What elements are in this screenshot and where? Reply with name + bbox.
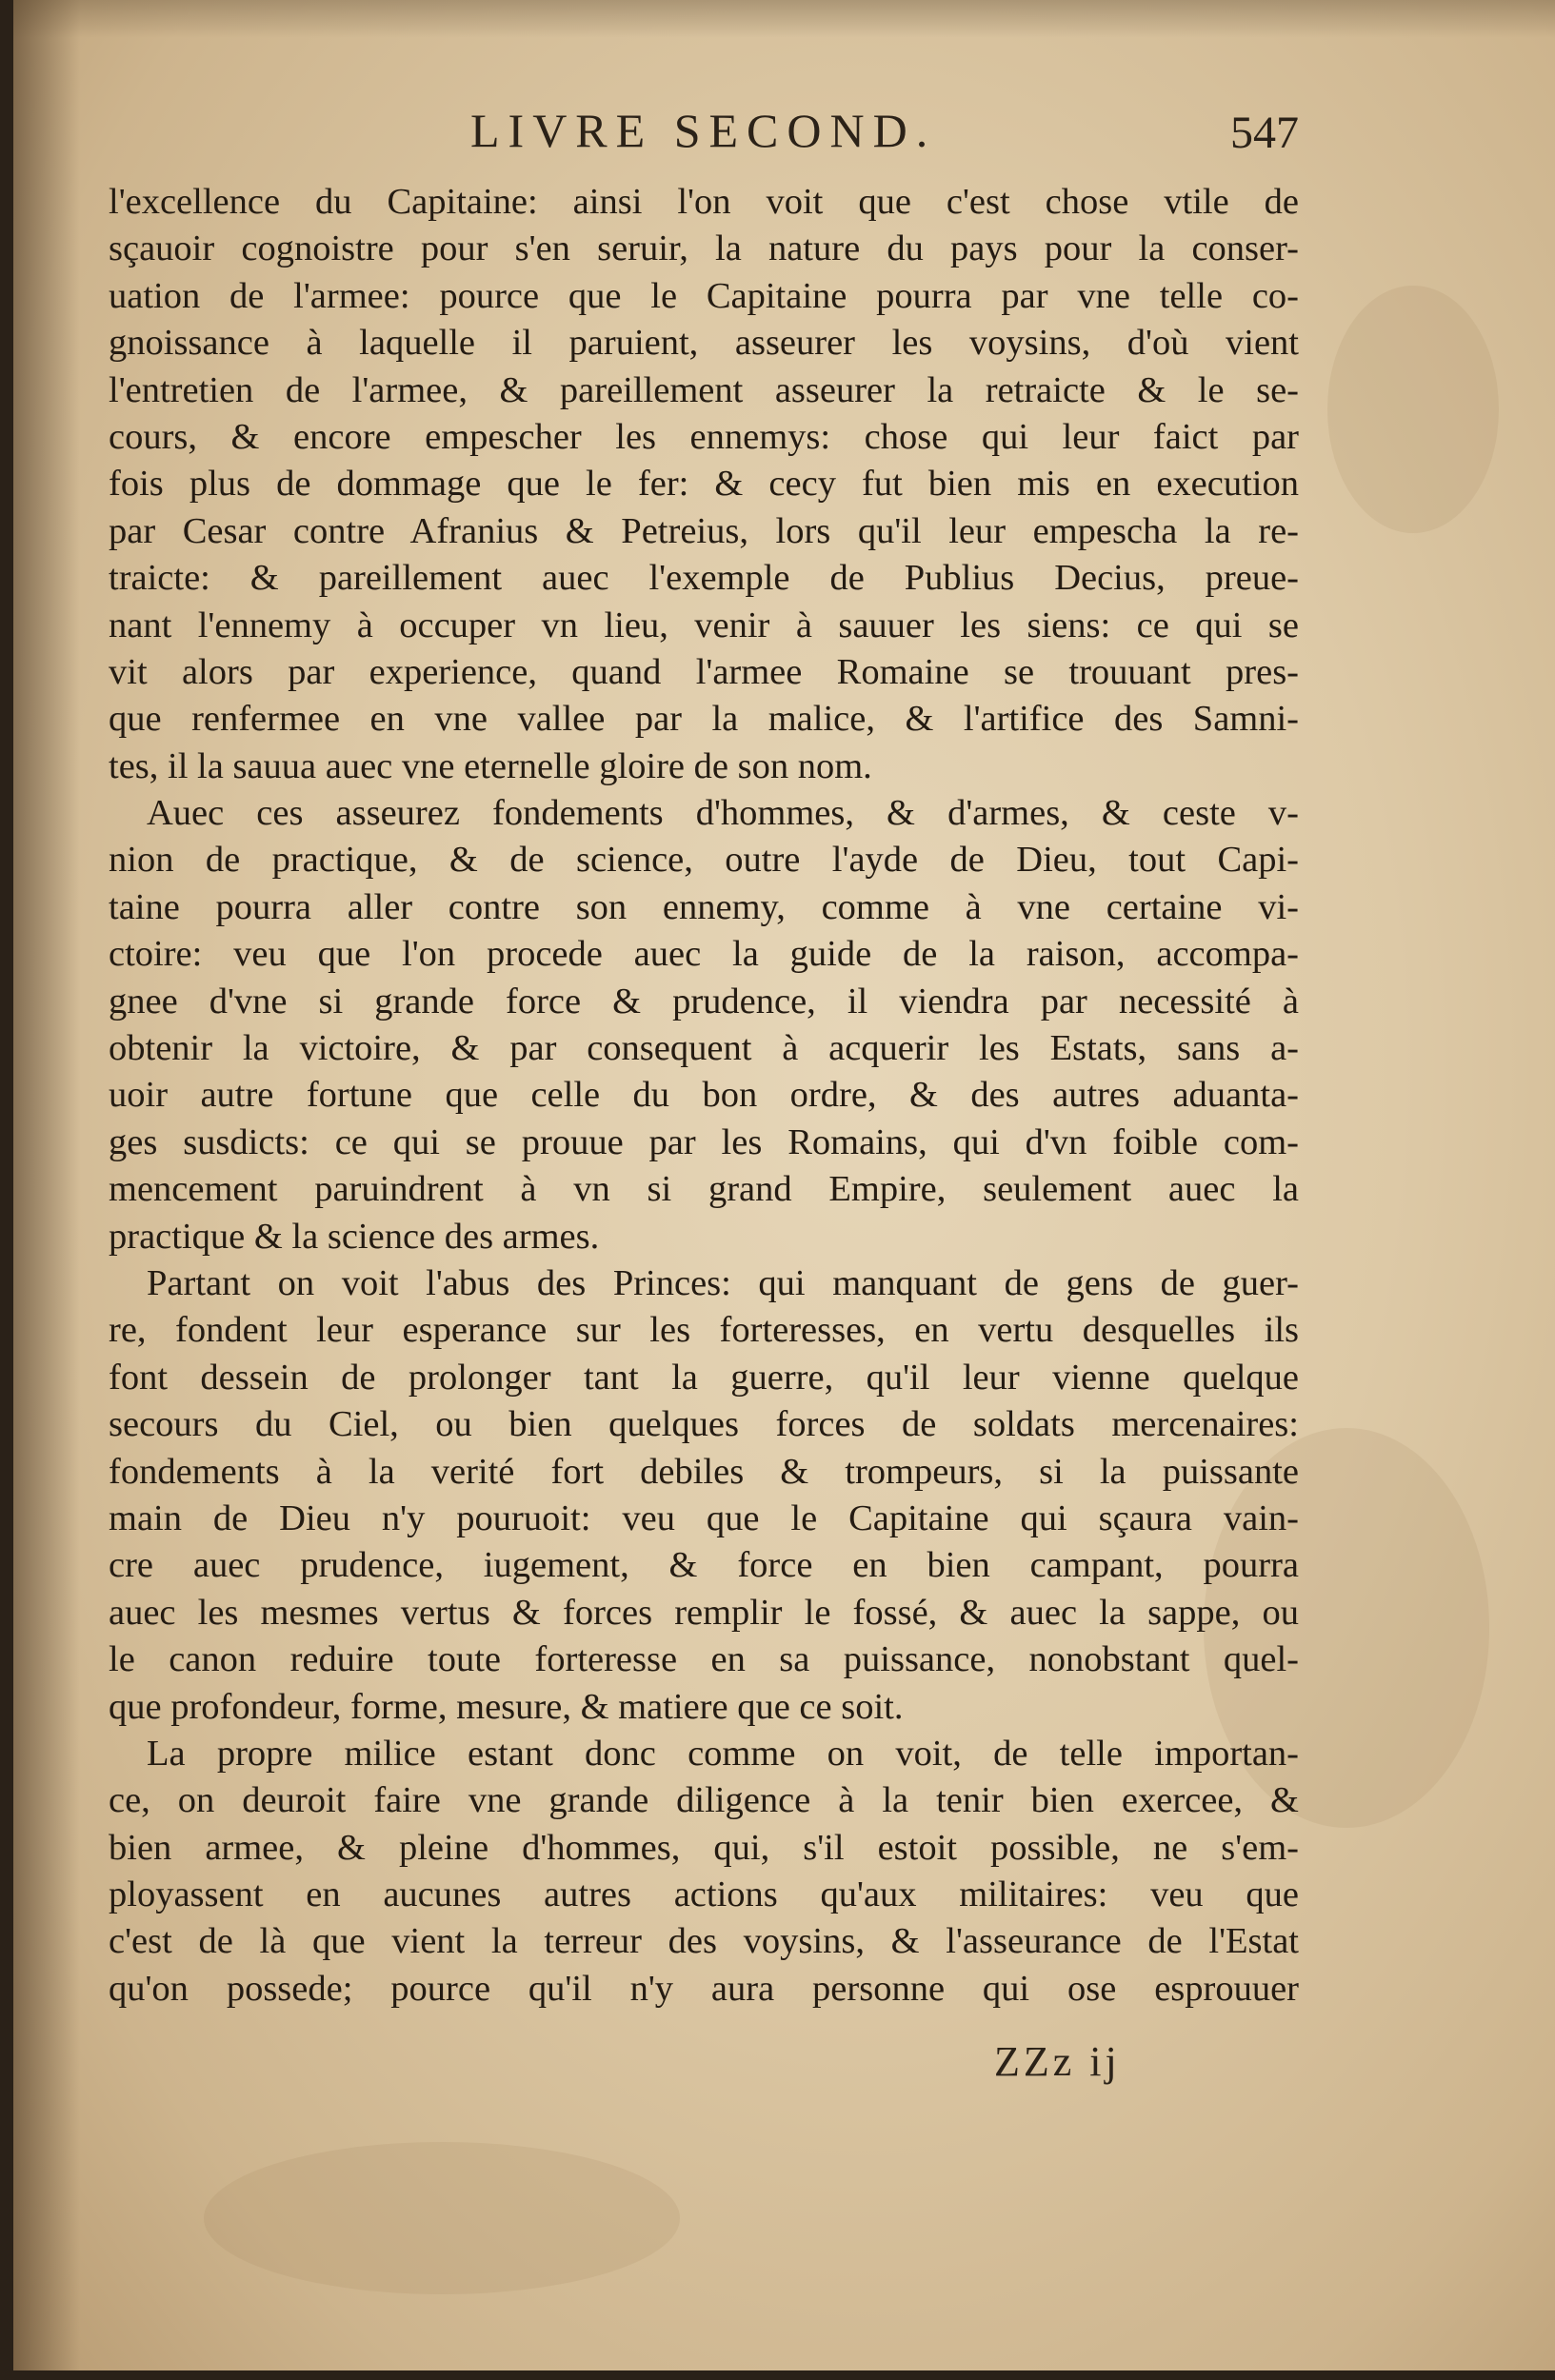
text-line: tes, il la sauua auec vne eternelle gloire de son nom. [109,745,872,786]
page-header [109,103,1299,169]
text-line: qu'on possede; pource qu'il n'y aura personne qui ose esprouuer [109,1968,1299,2009]
text-line: practique & la science des armes. [109,1216,600,1257]
body-text [109,179,1299,2013]
text-line: main de Dieu n'y pouruoit: veu que le Capitaine qui sçaura vain- [109,1497,1299,1538]
text-line: taine pourra aller contre son ennemy, comme à vne certaine vi- [109,886,1299,927]
text-line: uation de l'armee: pource que le Capitaine pourra par vne telle co- [109,275,1299,316]
text-line: vit alors par experience, quand l'armee Romaine se trouuant pres- [109,651,1299,692]
text-line: re, fondent leur esperance sur les forteresses, en vertu desquelles ils [109,1310,1299,1351]
paragraph-start-line: Auec ces asseurez fondements d'hommes, & d'armes, & ceste v- [147,793,1299,834]
text-line: font dessein de prolonger tant la guerre, qu'il leur vienne quelque [109,1357,1299,1398]
text-line: que renfermee en vne vallee par la malice, & l'artifice des Samni- [109,699,1299,740]
text-line: ce, on deuroit faire vne grande diligence à la tenir bien exercee, & [109,1780,1299,1821]
text-line: par Cesar contre Afranius & Petreius, lors qu'il leur empescha la re- [109,510,1299,551]
text-line: ployassent en aucunes autres actions qu'aux militaires: veu que [109,1874,1299,1915]
text-line: que profondeur, forme, mesure, & matiere que ce soit. [109,1686,904,1727]
page-number: 547 [1230,108,1299,158]
text-line: traicte: & pareillement auec l'exemple de Publius Decius, preue- [109,558,1299,599]
book-page [13,0,1555,2370]
text-line: uoir autre fortune que celle du bon ordre, & des autres aduanta- [109,1075,1299,1116]
running-title: LIVRE SECOND. [470,104,937,157]
text-line: gnoissance à laquelle il paruient, asseurer les voysins, d'où vient [109,323,1299,364]
text-line: l'entretien de l'armee, & pareillement asseurer la retraicte & le se- [109,369,1299,410]
signature-mark: ZZz ij [994,2038,1121,2085]
text-line: mencement paruindrent à vn si grand Empire, seulement auec la [109,1169,1299,1210]
text-line: l'excellence du Capitaine: ainsi l'on voit que c'est chose vtile de [109,182,1299,222]
text-line: auec les mesmes vertus & forces remplir le fossé, & auec la sappe, ou [109,1592,1299,1633]
text-line: obtenir la victoire, & par consequent à acquerir les Estats, sans a- [109,1028,1299,1069]
text-line: ges susdicts: ce qui se prouue par les Romains, qui d'vn foible com- [109,1121,1299,1162]
text-line: nion de practique, & de science, outre l'ayde de Dieu, tout Capi- [109,840,1299,881]
paragraph-start-line: La propre milice estant donc comme on voit, de telle importan- [147,1733,1299,1774]
text-line: nant l'ennemy à occuper vn lieu, venir à sauuer les siens: ce qui se [109,605,1299,645]
text-line: fois plus de dommage que le fer: & cecy fut bien mis en execution [109,464,1299,505]
text-line: ctoire: veu que l'on procede auec la guide de la raison, accompa- [109,934,1299,975]
text-line: le canon reduire toute forteresse en sa puissance, nonobstant quel- [109,1639,1299,1680]
text-line: fondements à la verité fort debiles & trompeurs, si la puissante [109,1451,1299,1492]
text-line: sçauoir cognoistre pour s'en seruir, la nature du pays pour la conser- [109,228,1299,269]
text-line: secours du Ciel, ou bien quelques forces de soldats mercenaires: [109,1404,1299,1445]
text-line: gnee d'vne si grande force & prudence, il viendra par necessité à [109,981,1299,1021]
paragraph-start-line: Partant on voit l'abus des Princes: qui manquant de gens de guer- [147,1262,1299,1303]
paper-stain [204,2142,680,2294]
text-line: cre auec prudence, iugement, & force en bien campant, pourra [109,1545,1299,1586]
text-line: c'est de là que vient la terreur des voysins, & l'asseurance de l'Estat [109,1921,1299,1962]
text-line: cours, & encore empescher les ennemys: chose qui leur faict par [109,416,1299,457]
paper-stain [1327,286,1499,533]
text-line: bien armee, & pleine d'hommes, qui, s'il estoit possible, ne s'em- [109,1827,1299,1868]
